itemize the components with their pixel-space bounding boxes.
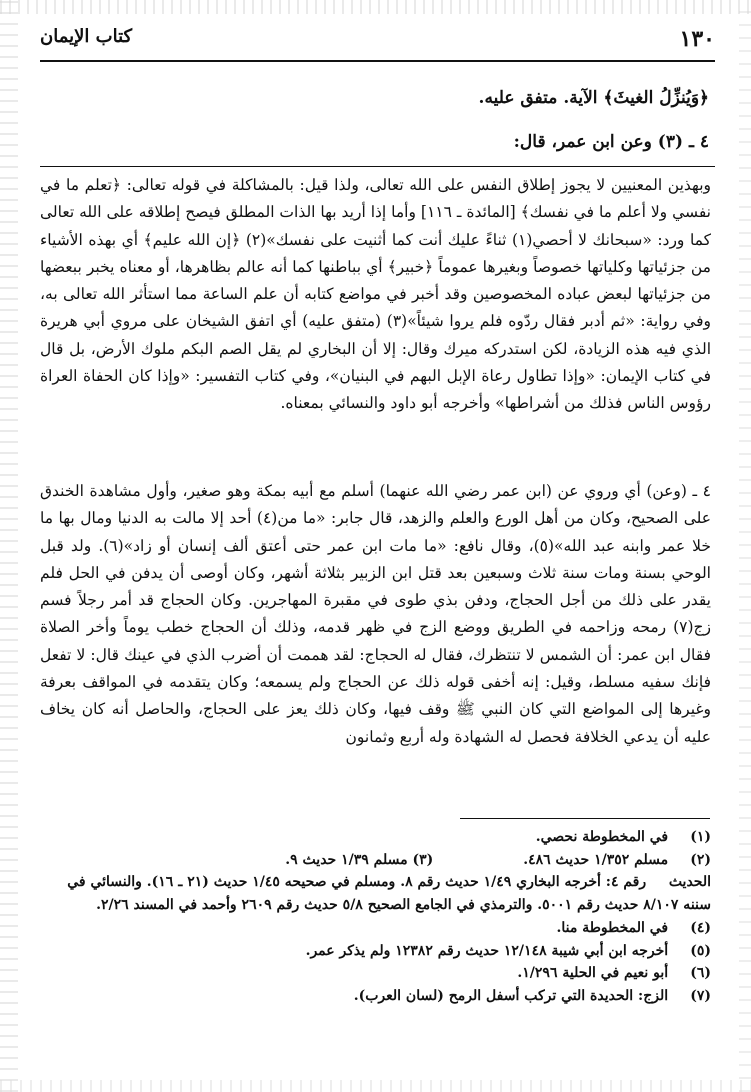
footnote-text: مسلم ١/٣٩ حديث ٩. bbox=[285, 851, 408, 868]
footnote-number: (٧) bbox=[690, 987, 711, 1004]
footnote-text: أبو نعيم في الحلية ١/٢٩٦. bbox=[517, 965, 669, 982]
footnote-text: الزج: الحديدة التي تركب أسفل الرمح (لسان العرب). bbox=[353, 987, 669, 1004]
footnote-number: (٣) bbox=[412, 851, 434, 868]
commentary-paragraph-1: وبهذين المعنيين لا يجوز إطلاق النفس على الله تعالى، ولذا قيل: بالمشاكلة في قوله تعالى: ﴿تعلم ما في نفسي ولا أعلم ما في نفسك﴾ [المائدة ـ ١١٦] وأما إذا أريد بها الذات المطلق فيصح إطلاقه على الله تعالى كما ورد: «سبحانك لا أحصي(١) ثناءً عليك أنت كما أثنيت على نفسك»(٢) ﴿إن الله عليم﴾ أي بهذه الأشياء من جزئياتها وكلياتها خصوصاً وبغيرها عموماً ﴿خبير﴾ أي بباطنها كما أنه عالم بظاهرها، أو معناه يخبر ببعضها من جزئياتها لبعض عباده المخصوصين وقد أخبر في مواضع كتابه أن علم الساعة مما استأثر الله تعالى به، وفي رواية: «ثم أدبر فقال ردّوه فلم يروا شيئاً»(٣) (متفق عليه) أي اتفق الشيخان على مروي أبي هريرة الذي فيه هذه الزيادة، لكن استدركه ميرك وقال: إلا أن البخاري لم يقل الصم البكم ملوك الأرض، بل قال في كتاب الإيمان: «وإذا تطاول رعاة الإبل البهم في البنيان»، وفي كتاب التفسير: «وإذا كان الحفاة العراة رؤوس الناس فذلك من أشراطها» وأخرجه أبو داود والنسائي بمعناه. bbox=[40, 176, 712, 413]
footnote-4 bbox=[40, 917, 711, 940]
footnote-number: (٤) bbox=[690, 919, 711, 936]
footnote-2-3 bbox=[40, 849, 711, 872]
footnote-number: (٥) bbox=[690, 942, 711, 959]
footnotes bbox=[40, 826, 711, 1008]
footnote-text: مسلم ١/٣٥٢ حديث ٤٨٦. bbox=[523, 851, 669, 868]
footnote-text: أخرجه ابن أبي شيبة ١٢/١٤٨ حديث رقم ١٢٣٨٢ ولم يذكر عمر. bbox=[305, 942, 669, 959]
footnote-1 bbox=[40, 826, 711, 849]
footnote-text: في المخطوطة منا. bbox=[556, 919, 669, 936]
matn-divider bbox=[40, 166, 715, 167]
footnote-7 bbox=[40, 985, 711, 1008]
ornament-border-bottom bbox=[0, 1080, 751, 1092]
footnote-number: (٦) bbox=[690, 965, 711, 982]
footnote-rule bbox=[460, 818, 710, 819]
footnote-number: (١) bbox=[690, 829, 711, 845]
footnote-text: رقم ٤: أخرجه البخاري ١/٤٩ حديث رقم ٨. ومسلم في صحيحه ١/٤٥ حديث (٢١ ـ ١٦). والنسائي في سننه ٨/١٠٧ حديث رقم ٥٠٠١. والترمذي في الجامع الصحيح ٥/٨ حديث رقم ٢٦٠٩ وأحمد في المسند ٢/٢٦. bbox=[67, 874, 711, 914]
header-rule bbox=[40, 60, 715, 62]
matn-line-1: ﴿وَيُنزِّلُ الغيثَ﴾ الآية. متفق عليه. bbox=[478, 88, 709, 108]
commentary-paragraph-2: ٤ ـ (وعن) أي وروي عن (ابن عمر رضي الله عنهما) أسلم مع أبيه بمكة وهو صغير، وأول مشاهدة الخندق على الصحيح، وكان من أهل الورع والعلم والزهد، قال جابر: «ما من(٤) أحد إلا مالت به الدنيا ومال بها ما خلا عمر وابنه عبد الله»(٥)، وقال نافع: «ما مات ابن عمر حتى أعتق ألف إنسان أو زاد»(٦). ولد قبل الوحي بسنة ومات سنة ثلاث وسبعين بعد قتل ابن الزبير بثلاثة أشهر، وكان أوصى أن يدفن في الحل فلم يقدر على ذلك من أجل الحجاج، ودفن بذي طوى في مقبرة المهاجرين. وكان الحجاج قد أمر رجلاً فسم زج(٧) رمحه وزاحمه في الطريق ووضع الزج في ظهر قدمه، وذلك أن الحجاج خطب يوماً وأخر الصلاة فقال ابن عمر: أن الشمس لا تنتظرك، فقال له الحجاج: لقد هممت أن أضرب الذي في عينك قال: لا تفعل فإنك سفيه مسلط، وقيل: إنه أخفى قوله ذلك عن الحجاج ولم يسمعه؛ وكان يتقدمه في المواقف بعرفة وغيرها إلى المواضع التي كان النبي ﷺ وقف فيها، وكان ذلك يعز على الحجاج، والحاصل أنه كان يخاف عليه أن يدعي الخلافة فحصل له الشهادة وله أربع وثمانون bbox=[40, 482, 711, 746]
ornament-border-left bbox=[0, 0, 18, 1092]
footnote-hadith bbox=[40, 871, 711, 916]
footnote-6 bbox=[40, 962, 711, 985]
footnote-hadith-label: الحديث bbox=[668, 874, 711, 891]
ornament-border-top bbox=[0, 0, 751, 14]
running-header bbox=[40, 26, 715, 56]
footnote-5 bbox=[40, 940, 711, 963]
page-number: ١٣٠ bbox=[679, 26, 715, 52]
footnote-number: (٢) bbox=[690, 851, 711, 868]
matn-line-2: ٤ ـ (٣) وعن ابن عمر، قال: bbox=[513, 132, 709, 152]
book-title: كتاب الإيمان bbox=[40, 26, 133, 47]
footnote-text: في المخطوطة نحصي. bbox=[535, 829, 669, 845]
ornament-border-right bbox=[739, 0, 751, 1092]
